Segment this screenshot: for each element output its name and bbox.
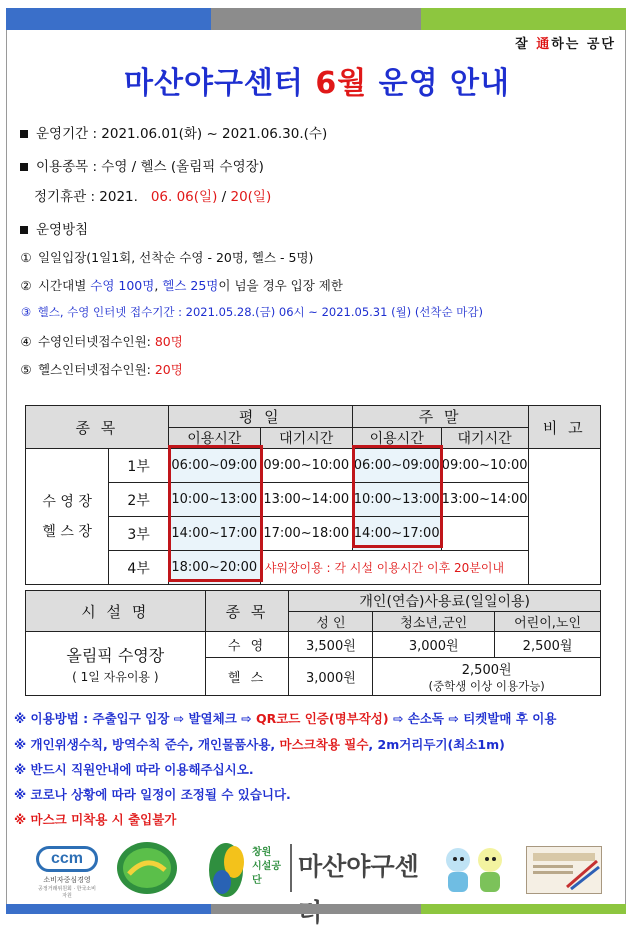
schedule-table xyxy=(25,405,601,585)
header-use: 이용시간 xyxy=(168,428,260,449)
logo-strip xyxy=(0,838,634,898)
note-cell xyxy=(528,449,601,585)
bullet-icon xyxy=(20,163,28,171)
header-child: 어린이,노인 xyxy=(495,612,601,632)
swim-child-fee: 2,500월 xyxy=(495,632,601,658)
swim-youth-fee: 3,000원 xyxy=(373,632,495,658)
note-usage: ※ 이용방법 : 주출입구 입장 ⇨ 발열체크 ⇨ QR코드 인증(명부작성) ⇨ 손소독 ⇨ 티켓발매 후 이용 xyxy=(14,711,557,726)
header-weekend: 주 말 xyxy=(352,406,528,428)
page-title: 마산야구센터 6월 운영 안내 xyxy=(124,66,510,101)
policy-5: ⑤ 헬스인터넷접수인원: 20명 xyxy=(20,362,183,377)
header-wait: 대기시간 xyxy=(260,428,352,449)
weekend-wait-cell: 09:00~10:00 xyxy=(441,449,528,483)
header-wait: 대기시간 xyxy=(441,428,528,449)
ccm-logo: ccm 소비자중심경영 공정거래위원회 · 한국소비자원 xyxy=(36,846,106,894)
closed-line: 정기휴관 : 2021. 06. 06(일) / 20(일) xyxy=(34,189,272,205)
shower-note: 샤워장이용 : 각 시설 이용시간 이후 20분이내 xyxy=(260,551,528,585)
part-cell: 2부 xyxy=(109,483,169,517)
swim-label: 수 영 xyxy=(205,632,289,658)
weekend-use-cell: 06:00~09:00 xyxy=(352,449,441,483)
weekday-use-cell: 10:00~13:00 xyxy=(168,483,260,517)
clean-facility-logo xyxy=(115,840,179,896)
facility-cell: 수 영 장 헬 스 장 xyxy=(26,449,109,585)
weekday-wait-cell: 13:00~14:00 xyxy=(260,483,352,517)
health-adult-fee: 3,000원 xyxy=(289,658,373,696)
part-cell: 3부 xyxy=(109,517,169,551)
note-mask: ※ 마스크 미착용 시 출입불가 xyxy=(14,812,177,827)
part-cell: 4부 xyxy=(109,551,169,585)
changwon-facility-logo: 창원 시설공단 xyxy=(208,840,288,898)
weekday-use-cell: 06:00~09:00 xyxy=(168,449,260,483)
note-hygiene: ※ 개인위생수칙, 방역수칙 준수, 개인물품사용, 마스크착용 필수, 2m거리두기(최소1m) xyxy=(14,737,505,752)
fee-table xyxy=(25,590,601,696)
weekday-use-cell: 18:00~20:00 xyxy=(168,551,260,585)
weekday-wait-cell: 17:00~18:00 xyxy=(260,517,352,551)
policy-4: ④ 수영인터넷접수인원: 80명 xyxy=(20,334,183,349)
health-label: 헬 스 xyxy=(205,658,289,696)
top-color-bar xyxy=(6,8,626,30)
health-other-fee: 2,500원 (중학생 이상 이용가능) xyxy=(373,658,601,696)
slogan: 잘 通하는 공단 xyxy=(515,37,616,52)
note-covid: ※ 코로나 상황에 따라 일정이 조정될 수 있습니다. xyxy=(14,787,291,802)
swim-adult-fee: 3,500원 xyxy=(289,632,373,658)
weekday-wait-cell: 09:00~10:00 xyxy=(260,449,352,483)
header-note: 비 고 xyxy=(528,406,601,449)
types-line: 이용종목 : 수영 / 헬스 (올림픽 수영장) xyxy=(18,155,264,175)
bullet-icon xyxy=(20,130,28,138)
header-fee: 개인(연습)사용료(일일이용) xyxy=(289,591,601,612)
header-type: 종 목 xyxy=(205,591,289,632)
facility-name-cell: 올림픽 수영장 ( 1일 자유이용 ) xyxy=(26,632,206,696)
header-weekday: 평 일 xyxy=(168,406,352,428)
mascot-logo xyxy=(440,844,510,896)
weekend-wait-cell xyxy=(441,517,528,551)
header-adult: 성 인 xyxy=(289,612,373,632)
weekday-highlight xyxy=(168,445,263,582)
weekend-highlight xyxy=(352,445,443,548)
policy-1: ① 일일입장(1일1회, 선착순 수영 - 20명, 헬스 - 5명) xyxy=(20,250,314,265)
center-logo: 마산야구센 xyxy=(290,844,426,892)
header-facility: 시 설 명 xyxy=(26,591,206,632)
note-staff: ※ 반드시 직원안내에 따라 이용해주십시오. xyxy=(14,762,254,777)
certificate-logo xyxy=(526,846,602,894)
method-title: 운영방침 xyxy=(18,218,88,238)
header-type: 종 목 xyxy=(26,406,169,449)
policy-3: ③ 헬스, 수영 인터넷 접수기간 : 2021.05.28.(금) 06시 ~ 2021.05.31 (월) (선착순 마감) xyxy=(20,305,483,319)
part-cell: 1부 xyxy=(109,449,169,483)
weekend-use-cell: 10:00~13:00 xyxy=(352,483,441,517)
weekend-use-cell: 14:00~17:00 xyxy=(352,517,441,551)
bottom-color-bar xyxy=(6,904,626,914)
header-use: 이용시간 xyxy=(352,428,441,449)
weekday-use-cell: 14:00~17:00 xyxy=(168,517,260,551)
period-line: 운영기간 : 2021.06.01(화) ~ 2021.06.30.(수) xyxy=(18,122,327,142)
header-youth: 청소년,군인 xyxy=(373,612,495,632)
weekend-wait-cell: 13:00~14:00 xyxy=(441,483,528,517)
bullet-icon xyxy=(20,226,28,234)
policy-2: ② 시간대별 수영 100명, 헬스 25명이 넘을 경우 입장 제한 xyxy=(20,278,343,293)
